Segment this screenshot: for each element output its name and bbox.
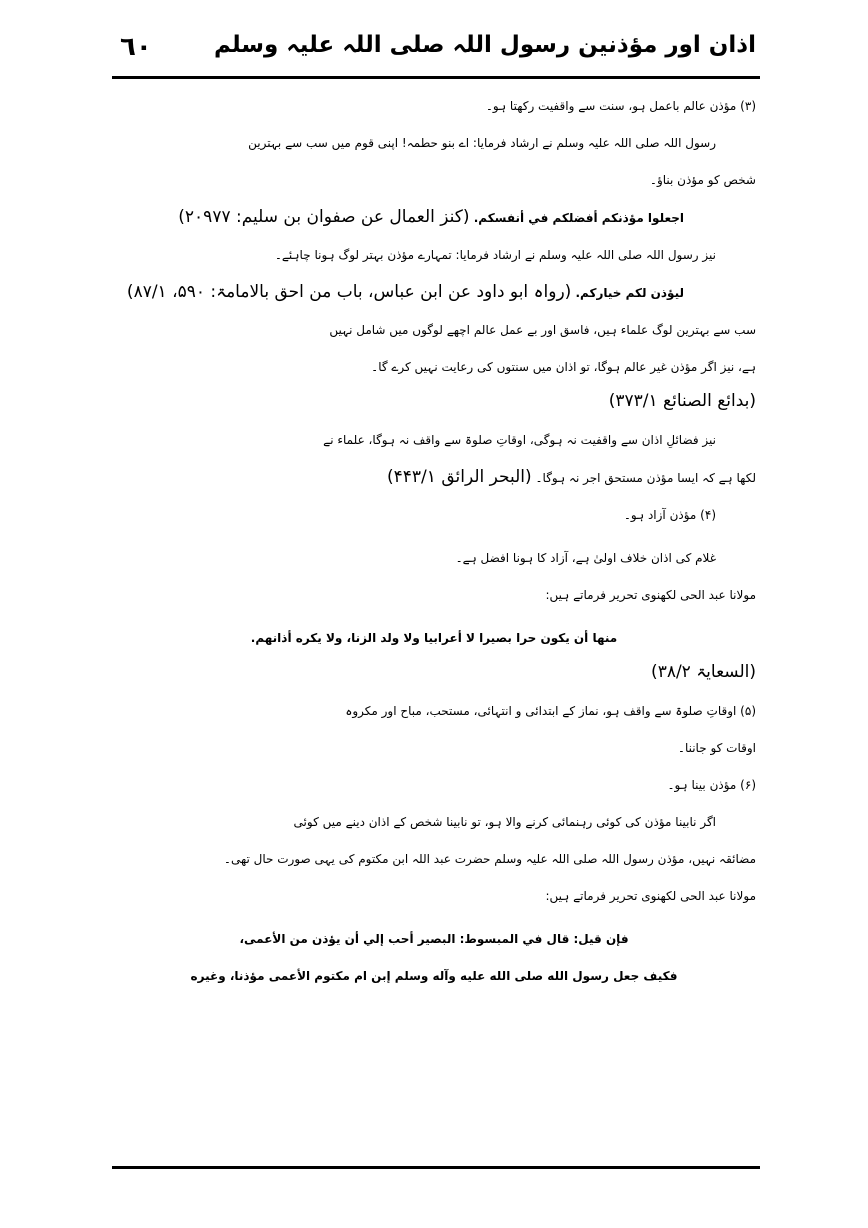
- condition-5-heading: (۵) اوقاتِ صلوۃ سے واقف ہو، نماز کے ابتدائی و انتہائی، مستحب، مباح اور مکروہ: [345, 704, 756, 718]
- page-body: [112, 88, 756, 995]
- paragraph-text: لکھا ہے کہ ایسا مؤذن مستحق اجر نہ ہوگا۔: [535, 471, 756, 485]
- paragraph-line: اگر نابینا مؤذن کی کوئی رہنمائی کرنے والا ہو، تو نابینا شخص کے اذان دینے میں کوئی: [293, 815, 716, 829]
- reference-badai: (بدائع الصنائع ۳۷۳/۱): [608, 391, 756, 411]
- paragraph-line: مضائقہ نہیں، مؤذن رسول اللہ صلی اللہ علیہ وسلم حضرت عبد اللہ ابن مکتوم کی یہی صورت حال تھی۔: [223, 852, 756, 866]
- arabic-hadith-2: [112, 274, 756, 312]
- condition-3-heading: (۳) مؤذن عالم باعمل ہو، سنت سے واقفیت رکھتا ہو۔: [485, 99, 756, 113]
- reference-abu-dawud: (رواہ ابو داود عن ابن عباس، باب من احق بالامامۃ: ۵۹۰، ۸۷/۱): [126, 282, 572, 302]
- running-title: اذان اور مؤذنین رسول اللہ صلی اللہ علیہ وسلم: [213, 32, 756, 58]
- condition-6-heading: (۶) مؤذن بینا ہو۔: [667, 778, 756, 792]
- hadith-intro-line-cont: شخص کو مؤذن بناؤ۔: [649, 173, 756, 187]
- paragraph-line: ہے، نیز اگر مؤذن غیر عالم ہوگا، تو اذان میں سنتوں کی رعایت نہیں کرے گا۔: [371, 360, 756, 374]
- hadith-2-intro: نیز رسول اللہ صلی اللہ علیہ وسلم نے ارشاد فرمایا: تمہارے مؤذن بہتر لوگ ہونا چاہئے۔: [274, 248, 716, 262]
- quote-intro: مولانا عبد الحی لکھنوی تحریر فرماتے ہیں:: [545, 588, 756, 602]
- reference-bahr: (البحر الرائق ۴۴۳/۱): [387, 467, 532, 487]
- paragraph-line: غلام کی اذان خلاف اولیٰ ہے، آزاد کا ہونا افضل ہے۔: [455, 551, 716, 565]
- paragraph-line: سب سے بہترین لوگ علماء ہیں، فاسق اور بے عمل عالم اچھے لوگوں میں شامل نہیں: [329, 323, 756, 337]
- arabic-quote-1: منها أن يكون حرا بصيرا لا أعرابيا ولا ولد الزنا، ولا يكره أذانهم.: [250, 631, 618, 645]
- running-header: [112, 22, 760, 79]
- paragraph-line-with-ref: [112, 459, 756, 497]
- condition-4-heading: (۴) مؤذن آزاد ہو۔: [623, 508, 716, 522]
- arabic-hadith-1-text: اجعلوا مؤذنكم أفضلكم في أنفسكم.: [473, 211, 684, 225]
- page-number: ٦٠: [120, 32, 152, 62]
- footer-rule: [112, 1166, 760, 1169]
- arabic-hadith-1: [112, 199, 756, 237]
- condition-5-cont: اوقات کو جاننا۔: [677, 741, 756, 755]
- reference-siayah: (السعایۃ ۳۸/۲): [651, 662, 756, 682]
- reference-kanz: (کنز العمال عن صفوان بن سلیم: ۲۰۹۷۷): [178, 207, 470, 227]
- paragraph-line: نیز فضائلِ اذان سے واقفیت نہ ہوگی، اوقاتِ صلوۃ سے واقف نہ ہوگا، علماء نے: [323, 433, 716, 447]
- arabic-hadith-2-text: ليؤذن لكم خياركم.: [575, 286, 684, 300]
- hadith-intro-line: رسول اللہ صلی اللہ علیہ وسلم نے ارشاد فرمایا: اے بنو حطمہ! اپنی قوم میں سب سے بہترین: [248, 136, 716, 150]
- arabic-quote-2: فإن قيل: قال في المبسوط: البصير أحب إلي أن يؤذن من الأعمى،: [239, 932, 629, 946]
- quote-intro: مولانا عبد الحی لکھنوی تحریر فرماتے ہیں:: [545, 889, 756, 903]
- arabic-quote-2-cont: فكيف جعل رسول الله صلى الله عليه وآله وسلم إبن ام مكتوم الأعمى مؤذنا، وغيره: [190, 969, 678, 983]
